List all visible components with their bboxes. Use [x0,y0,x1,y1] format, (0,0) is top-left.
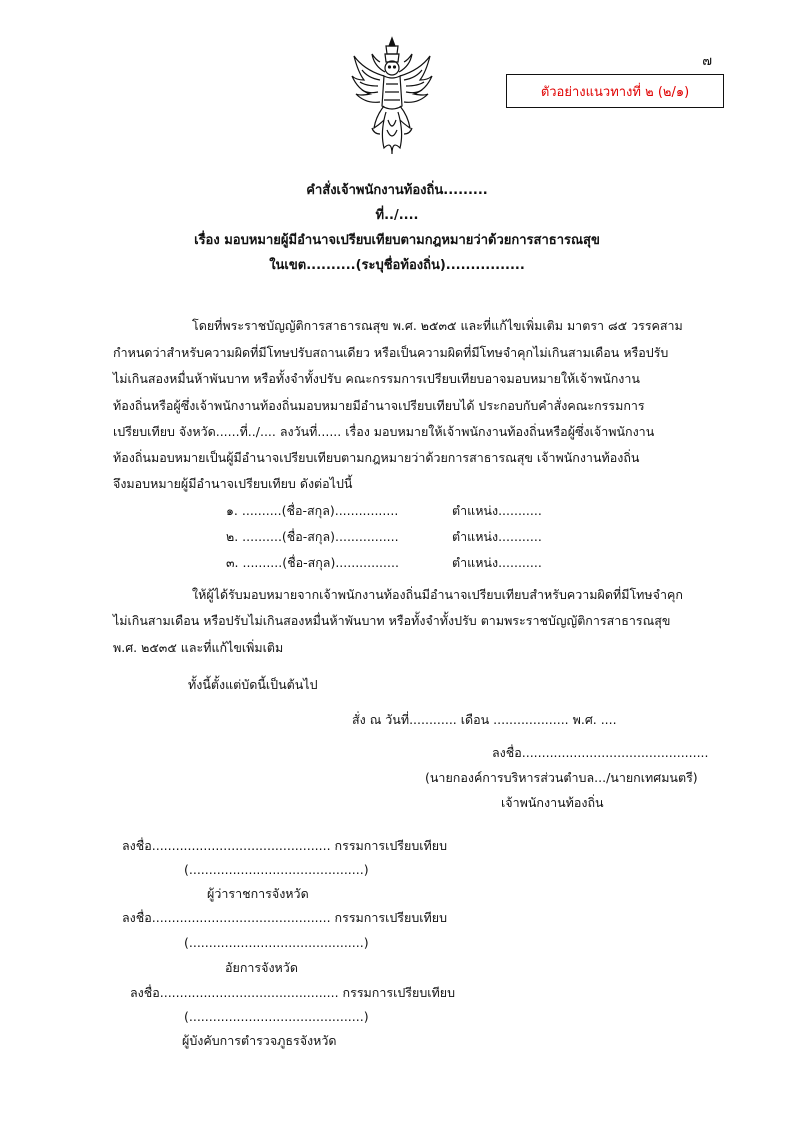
appointee-position: ตำแหน่ง........... [452,555,542,570]
order-subject: เรื่อง มอบหมายผู้มีอำนาจเปรียบเทียบตามกฎหมายว่าด้วยการสาธารณสุข [194,233,600,248]
order-area: ในเขต..........(ระบุชื่อท้องถิ่น)................ [269,258,525,273]
example-label: ตัวอย่างแนวทางที่ ๒ (๒/๑) [540,84,690,100]
committee-name-line: (............................................) [184,1009,369,1024]
paragraph1-line: ท้องถิ่นมอบหมายเป็นผู้มีอำนาจเปรียบเทียบตามกฎหมายว่าด้วยการสาธารณสุข เจ้าพนักงานท้องถิ่น [113,450,640,465]
committee-name-line: (............................................) [184,862,369,877]
paragraph1-line: จึงมอบหมายผู้มีอำนาจเปรียบเทียบ ดังต่อไปนี้ [113,476,353,491]
appointee-position: ตำแหน่ง........... [452,529,542,544]
paragraph2-line: ให้ผู้ได้รับมอบหมายจากเจ้าพนักงานท้องถิ่นมีอำนาจเปรียบเทียบสำหรับความผิดที่มีโทษจำคุก [192,587,683,602]
committee-role: อัยการจังหวัด [225,960,298,975]
committee-role: ผู้บังคับการตำรวจภูธรจังหวัด [182,1033,337,1048]
effective-statement: ทั้งนี้ตั้งแต่บัดนี้เป็นต้นไป [188,677,318,692]
appointee-position: ตำแหน่ง........... [452,503,542,518]
paragraph1-line: กำหนดว่าสำหรับความผิดที่มีโทษปรับสถานเดียว หรือเป็นความผิดที่มีโทษจำคุกไม่เกินสามเดือน หรือปรับ [113,345,669,360]
paragraph1-line: ท้องถิ่นหรือผู้ซึ่งเจ้าพนักงานท้องถิ่นมอบหมายมีอำนาจเปรียบเทียบได้ ประกอบกับคำสั่งคณะกรรมการ [113,398,645,413]
appointee-name: ๓. ..........(ชื่อ-สกุล)................ [226,555,399,570]
paragraph1-line: โดยที่พระราชบัญญัติการสาธารณสุข พ.ศ. ๒๕๓๕ และที่แก้ไขเพิ่มเติม มาตรา ๘๕ วรรคสาม [192,318,683,333]
order-title: คำสั่งเจ้าพนักงานท้องถิ่น......... [306,183,488,198]
order-date: สั่ง ณ วันที่............ เดือน ................... พ.ศ. .... [352,712,617,727]
appointee-name: ๑. ..........(ชื่อ-สกุล)................ [226,503,399,518]
paragraph2-line: พ.ศ. ๒๕๓๕ และที่แก้ไขเพิ่มเติม [113,640,284,655]
signatory-role: เจ้าพนักงานท้องถิ่น [501,795,604,810]
order-number: ที่../.... [375,208,419,223]
signature-line: ลงชื่อ............................................... [492,745,709,760]
paragraph1-line: ไม่เกินสองหมื่นห้าพันบาท หรือทั้งจำทั้งปรับ คณะกรรมการเปรียบเทียบอาจมอบหมายให้เจ้าพนักงาน [113,371,640,386]
committee-name-line: (............................................) [184,935,369,950]
committee-sign-line: ลงชื่อ............................................. กรรมการเปรียบเทียบ [122,838,448,853]
signatory-title: (นายกองค์การบริหารส่วนตำบล.../นายกเทศมนตรี) [425,770,698,785]
committee-role: ผู้ว่าราชการจังหวัด [207,886,309,901]
committee-sign-line: ลงชื่อ............................................. กรรมการเปรียบเทียบ [130,985,456,1000]
garuda-emblem-icon [350,36,434,156]
paragraph2-line: ไม่เกินสามเดือน หรือปรับไม่เกินสองหมื่นห้าพันบาท หรือทั้งจำทั้งปรับ ตามพระราชบัญญัติการสาธารณสุข [113,613,671,628]
paragraph1-line: เปรียบเทียบ จังหวัด......ที่../.... ลงวันที่...... เรื่อง มอบหมายให้เจ้าพนักงานท้องถิ่นหรือผู้ซึ่งเจ้าพนักงาน [113,424,655,439]
committee-sign-line: ลงชื่อ............................................. กรรมการเปรียบเทียบ [122,910,448,925]
appointee-name: ๒. ..........(ชื่อ-สกุล)................ [226,529,399,544]
example-label-box [506,74,724,108]
page-number: ๗ [702,54,712,69]
